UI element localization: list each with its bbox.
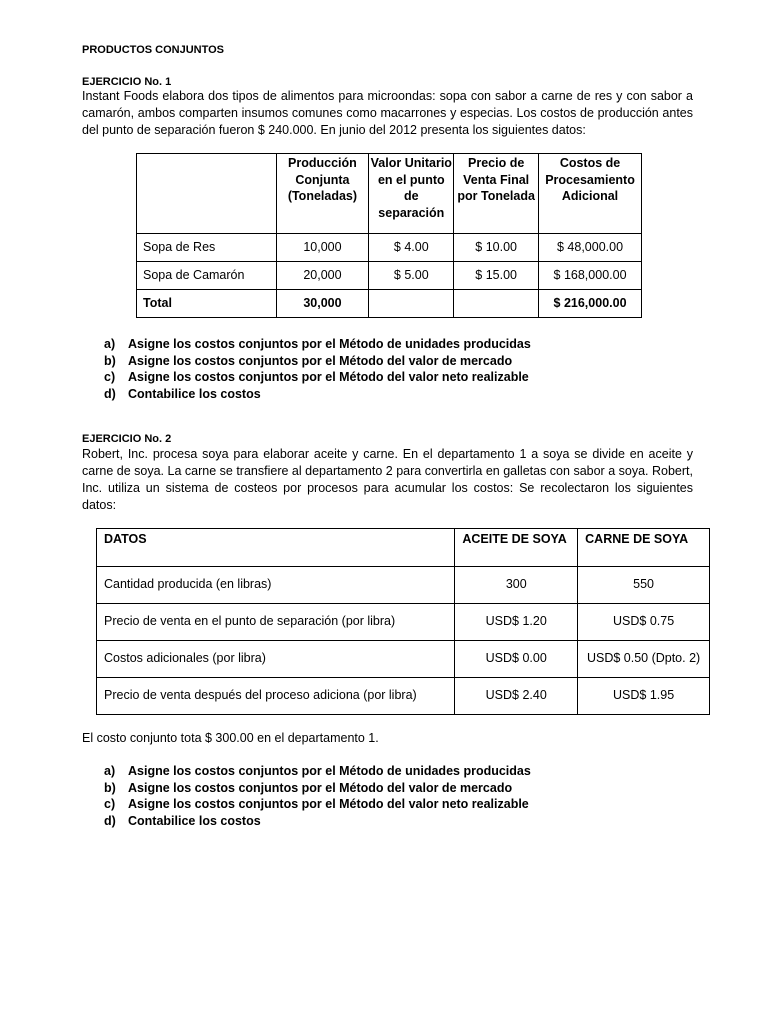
table-cell: $ 216,000.00 <box>539 290 642 318</box>
table-row <box>137 262 642 290</box>
list-item <box>104 386 531 403</box>
list-item <box>104 353 531 370</box>
table-cell <box>369 290 454 318</box>
table-cell: $ 10.00 <box>454 234 539 262</box>
list-marker: c) <box>104 797 116 811</box>
table-row <box>97 641 710 678</box>
table-cell: USD$ 0.50 (Dpto. 2) <box>578 641 710 678</box>
table-cell: $ 15.00 <box>454 262 539 290</box>
table-header-row <box>137 154 642 234</box>
list-item <box>104 796 531 813</box>
list-marker: a) <box>104 337 116 351</box>
table-header-cell: Costos de Procesamiento Adicional <box>539 154 642 234</box>
table-cell: Cantidad producida (en libras) <box>97 567 455 604</box>
list-item-text: Asigne los costos conjuntos por el Método del valor de mercado <box>128 353 513 368</box>
table-cell: USD$ 0.00 <box>455 641 578 678</box>
document-title: PRODUCTOS CONJUNTOS <box>82 44 225 56</box>
table-cell: $ 48,000.00 <box>539 234 642 262</box>
list-item-text: Asigne los costos conjuntos por el Método del valor neto realizable <box>128 370 529 384</box>
table-row <box>97 678 710 715</box>
table-header-cell: Producción Conjunta (Toneladas) <box>276 154 369 234</box>
list-marker: a) <box>104 764 116 778</box>
table-cell: Sopa de Camarón <box>137 262 277 290</box>
table-header-cell: ACEITE DE SOYA <box>455 529 578 567</box>
table-header-row <box>97 529 710 567</box>
table-cell: $ 5.00 <box>369 262 454 290</box>
table-header-cell: Precio de Venta Final por Tonelada <box>454 154 539 234</box>
table-header-cell: Valor Unitario en el punto de separación <box>369 154 454 234</box>
table-cell: 550 <box>578 567 710 604</box>
table-header-cell <box>137 154 277 234</box>
table-cell: $ 168,000.00 <box>539 262 642 290</box>
list-marker: b) <box>104 353 116 368</box>
list-item-text: Contabilice los costos <box>128 813 261 828</box>
table-cell: 30,000 <box>276 290 369 318</box>
table-cell: 300 <box>455 567 578 604</box>
list-item <box>104 763 531 780</box>
exercise-2-paragraph: Robert, Inc. procesa soya para elaborar aceite y carne. En el departamento 1 a soya se divide en aceite y carne de soya. La carne se transfiere al departamento 2 para convertirla en galletas con sabor a soya. Robert, Inc. utiliza un sistema de costeos por procesos para acumular los costos: Se recolectaron los siguientes datos: <box>82 447 693 512</box>
list-item-text: Asigne los costos conjuntos por el Método del valor de mercado <box>128 780 513 795</box>
list-item <box>104 813 531 830</box>
table-cell: Precio de venta después del proceso adiciona (por libra) <box>97 678 455 715</box>
table-header-cell: CARNE DE SOYA <box>578 529 710 567</box>
table-cell: 10,000 <box>276 234 369 262</box>
table-cell: Precio de venta en el punto de separación (por libra) <box>97 604 455 641</box>
list-marker: b) <box>104 780 116 795</box>
exercise-1-paragraph: Instant Foods elabora dos tipos de alimentos para microondas: sopa con sabor a carne de res y con sabor a camarón, ambos comparten insumos comunes como macarrones y especias. Los costos de producción antes del punto de separación fueron $ 240.000. En junio del 2012 presenta los siguientes datos: <box>82 89 693 137</box>
exercise-2-note: El costo conjunto tota $ 300.00 en el departamento 1. <box>82 731 379 745</box>
list-item <box>104 369 531 386</box>
exercise-2-heading: EJERCICIO No. 2 <box>82 433 172 445</box>
table-cell: USD$ 1.95 <box>578 678 710 715</box>
table-row <box>97 567 710 604</box>
table-cell: USD$ 1.20 <box>455 604 578 641</box>
table-row <box>97 604 710 641</box>
list-item-text: Asigne los costos conjuntos por el Método de unidades producidas <box>128 337 531 351</box>
table-cell: USD$ 0.75 <box>578 604 710 641</box>
exercise-1-table <box>136 153 642 318</box>
exercise-1-heading: EJERCICIO No. 1 <box>82 76 172 88</box>
list-marker: c) <box>104 370 116 384</box>
table-cell: $ 4.00 <box>369 234 454 262</box>
table-cell: USD$ 2.40 <box>455 678 578 715</box>
table-cell: Total <box>137 290 277 318</box>
table-total-row <box>137 290 642 318</box>
exercise-2-task-list <box>104 763 531 829</box>
table-cell: Sopa de Res <box>137 234 277 262</box>
table-cell: Costos adicionales (por libra) <box>97 641 455 678</box>
list-item <box>104 336 531 353</box>
exercise-1-task-list <box>104 336 531 402</box>
list-item-text: Asigne los costos conjuntos por el Método de unidades producidas <box>128 764 531 778</box>
exercise-2-table <box>96 528 710 715</box>
table-cell <box>454 290 539 318</box>
list-marker: d) <box>104 813 116 828</box>
list-item-text: Asigne los costos conjuntos por el Método del valor neto realizable <box>128 797 529 811</box>
list-item <box>104 780 531 797</box>
list-item-text: Contabilice los costos <box>128 386 261 401</box>
table-row <box>137 234 642 262</box>
list-marker: d) <box>104 386 116 401</box>
table-header-cell: DATOS <box>97 529 455 567</box>
table-cell: 20,000 <box>276 262 369 290</box>
